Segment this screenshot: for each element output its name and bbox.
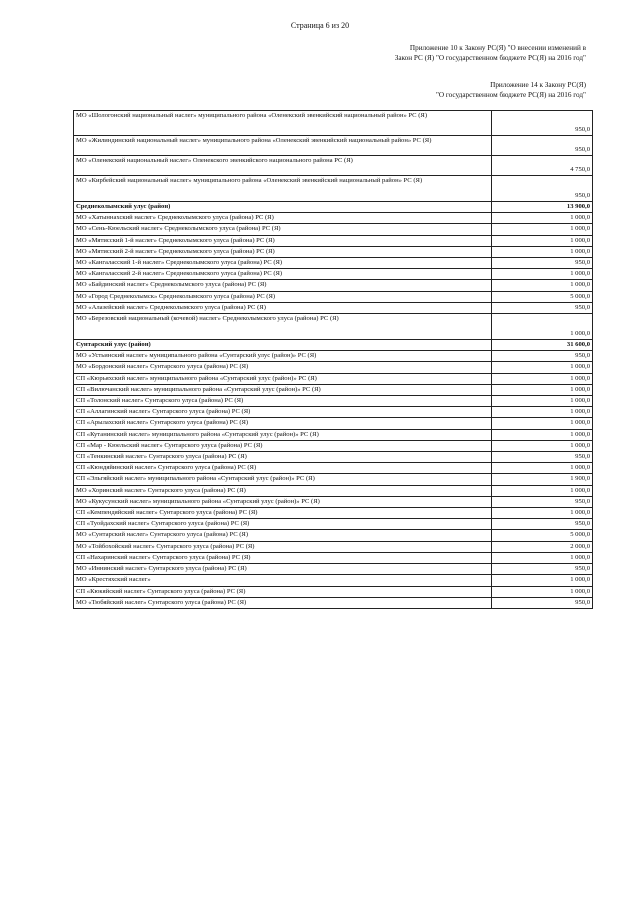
section-row [74, 202, 593, 213]
municipality-name-cell: МО «Бордонский наслег» Сунтарского улуса (района) РС (Я) [74, 362, 492, 373]
appendix-10-line-1: Приложение 10 к Закону РС(Я) "О внесении изменений в [409, 44, 586, 52]
municipality-name-cell: МО «Шологонский национальный наслег» муниципального района «Оленекский эвенкийский национальный район» РС (Я) [74, 111, 492, 136]
table-row [74, 291, 593, 302]
amount-cell: 1 000,0 [492, 235, 593, 246]
table-row [74, 597, 593, 608]
amount-cell: 950,0 [492, 176, 593, 202]
table-row [74, 136, 593, 156]
section-name-cell: Среднеколымский улус (район) [74, 202, 492, 213]
municipality-name-cell: СП «Кюндяйинский наслег» Сунтарского улуса (района) РС (Я) [74, 463, 492, 474]
table-row [74, 224, 593, 235]
municipality-name-cell: СП «Нахаринский наслег» Сунтарского улуса (района) РС (Я) [74, 552, 492, 563]
table-row [74, 541, 593, 552]
table-row [74, 429, 593, 440]
amount-cell: 1 000,0 [492, 396, 593, 407]
municipality-name-cell: МО «Кирбейский национальный наслег» муниципального района «Оленекский эвенкийский национальный район» РС (Я) [74, 176, 492, 202]
municipality-name-cell: МО «Устьинский наслег» муниципального района «Сунтарский улус (район)» РС (Я) [74, 351, 492, 362]
table-row [74, 314, 593, 340]
municipality-name-cell: СП «Мар - Кюельский наслег» Сунтарского улуса (района) РС (Я) [74, 440, 492, 451]
municipality-name-cell: МО «Кангаласский 2-й наслег» Среднеколымского улуса (района) РС (Я) [74, 269, 492, 280]
table-row [74, 418, 593, 429]
amount-cell: 1 000,0 [492, 269, 593, 280]
municipality-name-cell: СП «Кемпендяйский наслег» Сунтарского улуса (района) РС (Я) [74, 508, 492, 519]
municipality-name-cell: МО «Кангаласский 1-й наслег» Среднеколымского улуса (района) РС (Я) [74, 258, 492, 269]
amount-cell: 1 000,0 [492, 440, 593, 451]
page-number: Страница 6 из 20 [290, 21, 350, 30]
table-row [74, 485, 593, 496]
table-row [74, 474, 593, 485]
table-row [74, 396, 593, 407]
table-row [74, 519, 593, 530]
section-total-cell: 13 900,0 [492, 202, 593, 213]
table-row [74, 302, 593, 313]
municipality-name-cell: СП «Аллагинский наслег» Сунтарского улуса (района) РС (Я) [74, 407, 492, 418]
municipality-name-cell: МО «Оленекский национальный наслег» Оленекского эвенкийского национального района РС (Я) [74, 156, 492, 176]
amount-cell: 1 000,0 [492, 373, 593, 384]
table-row [74, 258, 593, 269]
table-row [74, 156, 593, 176]
municipality-name-cell: СП «Эльгяйский наслег» муниципального района «Сунтарский улус (район)» РС (Я) [74, 474, 492, 485]
municipality-name-cell: МО «Иннинский наслег» Сунтарского улуса (района) РС (Я) [74, 564, 492, 575]
amount-cell: 1 000,0 [492, 429, 593, 440]
table-row [74, 384, 593, 395]
amount-cell: 950,0 [492, 136, 593, 156]
amount-cell: 950,0 [492, 519, 593, 530]
amount-cell: 1 000,0 [492, 224, 593, 235]
municipality-name-cell: СП «Вилючанский наслег» муниципального района «Сунтарский улус (район)» РС (Я) [74, 384, 492, 395]
table-row [74, 586, 593, 597]
municipality-name-cell: СП «Тенкинский наслег» Сунтарского улуса (района) РС (Я) [74, 452, 492, 463]
table-row [74, 176, 593, 202]
amount-cell: 5 000,0 [492, 291, 593, 302]
municipality-name-cell: МО «Крестяхский наслег» [74, 575, 492, 586]
table-row [74, 362, 593, 373]
table-row [74, 452, 593, 463]
amount-cell: 950,0 [492, 111, 593, 136]
amount-cell: 1 000,0 [492, 213, 593, 224]
municipality-name-cell: МО «Хатыннахский наслег» Среднеколымского улуса (района) РС (Я) [74, 213, 492, 224]
table-row [74, 463, 593, 474]
amount-cell: 1 000,0 [492, 463, 593, 474]
table-row [74, 407, 593, 418]
table-row [74, 530, 593, 541]
municipality-name-cell: СП «Арылахский наслег» Сунтарского улуса (района) РС (Я) [74, 418, 492, 429]
amount-cell: 950,0 [492, 258, 593, 269]
municipality-name-cell: МО «Город Среднеколымск» Среднеколымского улуса (района) РС (Я) [74, 291, 492, 302]
municipality-name-cell: МО «Тойбохойский наслег» Сунтарского улуса (района) РС (Я) [74, 541, 492, 552]
table-row [74, 564, 593, 575]
amount-cell: 4 750,0 [492, 156, 593, 176]
table-row [74, 213, 593, 224]
appendix-10-caption [395, 43, 586, 63]
municipality-name-cell: МО «Жилиндинский национальный наслег» муниципального района «Оленекский эвенкийский национальный район» РС (Я) [74, 136, 492, 156]
budget-table [73, 110, 593, 609]
section-name-cell: Сунтарский улус (район) [74, 340, 492, 351]
amount-cell: 950,0 [492, 351, 593, 362]
amount-cell: 1 000,0 [492, 384, 593, 395]
municipality-name-cell: СП «Кюкяйский наслег» Сунтарского улуса (района) РС (Я) [74, 586, 492, 597]
table-row [74, 246, 593, 257]
amount-cell: 1 000,0 [492, 314, 593, 340]
appendix-14-caption [436, 80, 586, 100]
amount-cell: 1 000,0 [492, 485, 593, 496]
amount-cell: 950,0 [492, 597, 593, 608]
municipality-name-cell: СП «Туойдахский наслег» Сунтарского улуса (района) РС (Я) [74, 519, 492, 530]
table-row [74, 280, 593, 291]
amount-cell: 1 000,0 [492, 586, 593, 597]
municipality-name-cell: МО «Мятисский 2-й наслег» Среднеколымского улуса (района) РС (Я) [74, 246, 492, 257]
amount-cell: 1 000,0 [492, 280, 593, 291]
table-row [74, 235, 593, 246]
municipality-name-cell: МО «Алазейский наслег» Среднеколымского улуса (района) РС (Я) [74, 302, 492, 313]
table-row [74, 373, 593, 384]
amount-cell: 950,0 [492, 302, 593, 313]
budget-table-body [74, 111, 593, 609]
section-row [74, 340, 593, 351]
amount-cell: 1 000,0 [492, 362, 593, 373]
table-row [74, 552, 593, 563]
table-row [74, 575, 593, 586]
table-row [74, 508, 593, 519]
table-row [74, 496, 593, 507]
municipality-name-cell: МО «Кукусунский наслег» муниципального района «Сунтарский улус (район)» РС (Я) [74, 496, 492, 507]
appendix-10-line-2: Закон РС (Я) "О государственном бюджете РС(Я) на 2016 год" [394, 54, 586, 62]
municipality-name-cell: МО «Березовский национальный (кочевой) наслег» Среднеколымского улуса (района) РС (Я) [74, 314, 492, 340]
amount-cell: 2 000,0 [492, 541, 593, 552]
amount-cell: 1 000,0 [492, 418, 593, 429]
appendix-14-line-1: Приложение 14 к Закону РС(Я) [490, 81, 586, 89]
municipality-name-cell: МО «Сунтарский наслег» Сунтарского улуса (района) РС (Я) [74, 530, 492, 541]
budget-table-wrapper [73, 110, 588, 609]
municipality-name-cell: МО «Мятисский 1-й наслег» Среднеколымского улуса (района) РС (Я) [74, 235, 492, 246]
municipality-name-cell: МО «Тюбяйский наслег» Сунтарского улуса (района) РС (Я) [74, 597, 492, 608]
municipality-name-cell: СП «Кутанинский наслег» муниципального района «Сунтарский улус (район)» РС (Я) [74, 429, 492, 440]
amount-cell: 1 000,0 [492, 246, 593, 257]
municipality-name-cell: МО «Байдинский наслег» Среднеколымского улуса (района) РС (Я) [74, 280, 492, 291]
municipality-name-cell: СП «Кюрьяхский наслег» муниципального района «Сунтарский улус (район)» РС (Я) [74, 373, 492, 384]
amount-cell: 1 000,0 [492, 575, 593, 586]
amount-cell: 1 000,0 [492, 407, 593, 418]
amount-cell: 950,0 [492, 452, 593, 463]
amount-cell: 1 900,0 [492, 474, 593, 485]
section-total-cell: 31 600,0 [492, 340, 593, 351]
municipality-name-cell: МО «Хоринский наслег» Сунтарского улуса (района) РС (Я) [74, 485, 492, 496]
municipality-name-cell: МО «Сень-Кюельский наслег» Среднеколымского улуса (района) РС (Я) [74, 224, 492, 235]
table-row [74, 440, 593, 451]
municipality-name-cell: СП «Толонский наслег» Сунтарского улуса (района) РС (Я) [74, 396, 492, 407]
amount-cell: 5 000,0 [492, 530, 593, 541]
table-row [74, 269, 593, 280]
appendix-14-line-2: "О государственном бюджете РС(Я) на 2016 год" [435, 91, 586, 99]
amount-cell: 950,0 [492, 564, 593, 575]
table-row [74, 111, 593, 136]
table-row [74, 351, 593, 362]
amount-cell: 1 000,0 [492, 552, 593, 563]
amount-cell: 950,0 [492, 496, 593, 507]
amount-cell: 1 000,0 [492, 508, 593, 519]
